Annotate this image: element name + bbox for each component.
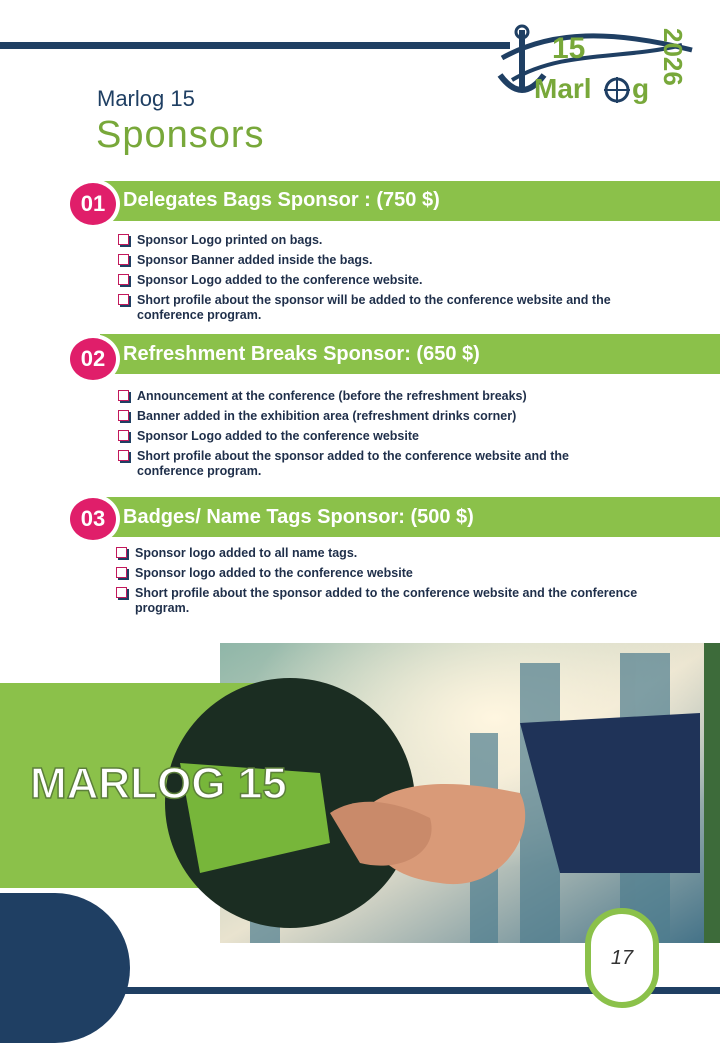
checkbox-icon — [116, 587, 127, 598]
checkbox-icon — [116, 547, 127, 558]
section-2-title: Refreshment Breaks Sponsor: (650 $) — [123, 343, 480, 365]
checkbox-icon — [118, 234, 129, 245]
section-2-number: 02 — [66, 334, 120, 384]
checkbox-icon — [118, 274, 129, 285]
checkbox-icon — [118, 254, 129, 265]
page-eyebrow: Marlog 15 — [97, 86, 195, 111]
checkbox-icon — [118, 294, 129, 305]
list-item: Sponsor logo added to all name tags. — [113, 546, 678, 561]
list-item: Banner added in the exhibition area (refreshment drinks corner) — [115, 409, 615, 424]
section-1-number: 01 — [66, 179, 120, 229]
checkbox-icon — [118, 410, 129, 421]
list-item: Short profile about the sponsor added to the conference website and the conference program. — [115, 449, 615, 479]
section-2-list — [115, 389, 615, 484]
list-item: Sponsor logo added to the conference website — [113, 566, 678, 581]
list-item: Sponsor Logo added to the conference website. — [115, 273, 660, 288]
logo-suffix: g — [632, 73, 650, 104]
top-rule — [0, 42, 510, 49]
checkbox-icon — [118, 390, 129, 401]
marlog-logo — [492, 20, 698, 112]
helm-icon — [604, 77, 630, 103]
logo-word: Marl — [534, 73, 592, 104]
checkbox-icon — [116, 567, 127, 578]
checkbox-icon — [118, 430, 129, 441]
checkbox-icon — [118, 450, 129, 461]
list-item: Sponsor Logo printed on bags. — [115, 233, 660, 248]
section-3-number: 03 — [66, 494, 120, 544]
list-item: Short profile about the sponsor will be added to the conference website and the conference program. — [115, 293, 660, 323]
page-title: Sponsors — [96, 114, 265, 156]
handshake-photo-banner — [0, 643, 720, 943]
section-3-title: Badges/ Name Tags Sponsor: (500 $) — [123, 506, 474, 528]
list-item: Sponsor Banner added inside the bags. — [115, 253, 660, 268]
page-number: 17 — [585, 908, 659, 1008]
banner-text: MARLOG 15 — [30, 759, 287, 808]
logo-number: 15 — [552, 32, 586, 65]
list-item: Short profile about the sponsor added to the conference website and the conference program. — [113, 586, 678, 616]
section-1-list — [115, 233, 660, 328]
list-item: Sponsor Logo added to the conference website — [115, 429, 615, 444]
section-1-title: Delegates Bags Sponsor : (750 $) — [123, 189, 440, 211]
list-item: Announcement at the conference (before the refreshment breaks) — [115, 389, 615, 404]
logo-year: 2026 — [658, 28, 688, 86]
section-3-list — [113, 546, 678, 621]
